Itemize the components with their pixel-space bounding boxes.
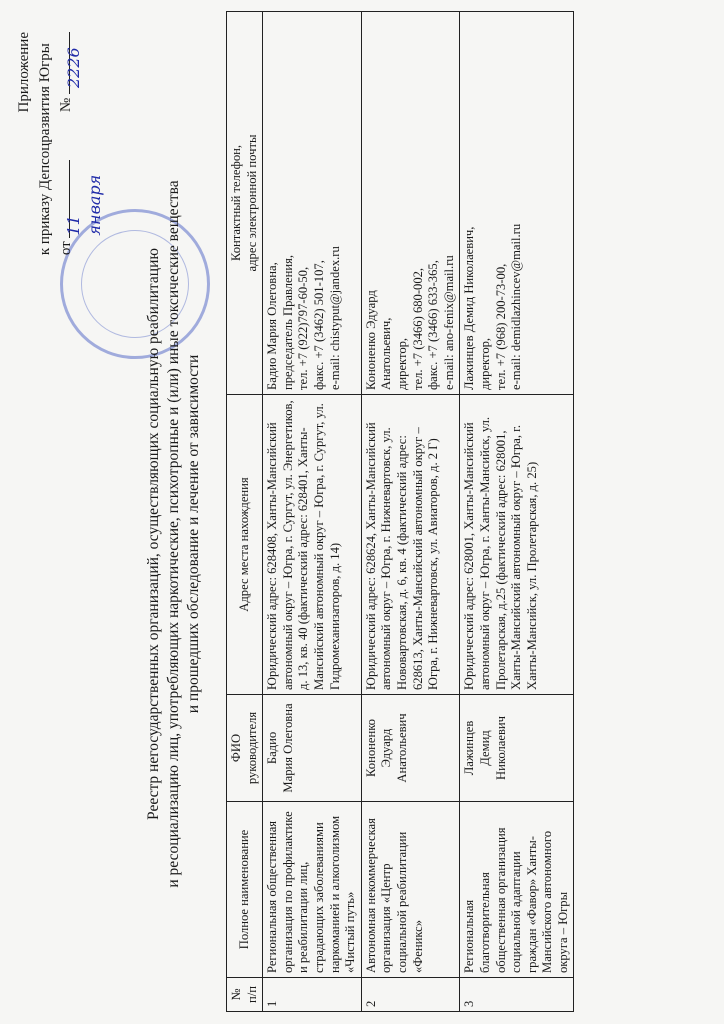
title-line: Реестр негосударственных организаций, осуществляющих социальную реабилитацию bbox=[145, 248, 162, 820]
document-title bbox=[144, 154, 204, 914]
number-underline bbox=[64, 32, 83, 94]
handwritten-date: 11 января bbox=[64, 174, 104, 236]
appendix-block bbox=[14, 32, 104, 256]
org-address: Юридический адрес: 628624, Ханты-Мансийский автономный округ – Югра, г. Нижневартовск, ул. Нововартовская, д. 6, кв. 4 (фактический адрес: 628613, Ханты-Мансийский автономный округ – Югра, г. Нижневартовск, ул. Авиаторов, д. 2 Г) bbox=[361, 395, 460, 695]
row-number: 1 bbox=[263, 978, 362, 1012]
title-line: и ресоциализацию лиц, употребляющих наркотические, психотропные и (или) иные токсические вещества bbox=[165, 180, 182, 888]
from-label: от bbox=[58, 241, 74, 256]
org-contact: Лажинцев Демид Николаевич, директор, тел. +7 (968) 200-73-00, e-mail: demidlazhincev@mail.ru bbox=[460, 12, 574, 395]
handwritten-number: 2226 bbox=[64, 47, 83, 88]
table-row bbox=[361, 12, 460, 1012]
org-name: Автономная некоммерческая организация «Центр социальной реабилитации «Феникс» bbox=[361, 802, 460, 978]
org-name: Региональная благотворительная общественная организация социальной адаптации граждан «Фавор» Ханты-Мансийского автономного округа – Югры bbox=[460, 802, 574, 978]
header-number: № п/п bbox=[227, 978, 263, 1012]
appendix-order-line: к приказу Депсоцразвития Югры bbox=[37, 43, 53, 256]
title-line: и прошедших обследование и лечение от зависимости bbox=[185, 354, 202, 714]
date-underline bbox=[64, 160, 104, 238]
table-row bbox=[460, 12, 574, 1012]
table-header-row bbox=[227, 12, 263, 1012]
header-name: Полное наименование bbox=[227, 802, 263, 978]
org-head: Лажинцев Демид Николаевич bbox=[460, 695, 574, 802]
registry-table bbox=[226, 11, 574, 1012]
row-number: 3 bbox=[460, 978, 574, 1012]
org-head: Бадио Мария Олеговна bbox=[263, 695, 362, 802]
table-row bbox=[263, 12, 362, 1012]
org-head: Кононенко Эдуард Анатольевич bbox=[361, 695, 460, 802]
appendix-label: Приложение bbox=[16, 32, 32, 113]
org-contact: Бадио Мария Олеговна, председатель Правления, тел. +7 (922)797-60-50, факс. +7 (3462) 501-107, e-mail: chistyput@jandex.ru bbox=[263, 12, 362, 395]
header-head: ФИО руководителя bbox=[227, 695, 263, 802]
header-address: Адрес места нахождения bbox=[227, 395, 263, 695]
org-address: Юридический адрес: 628408, Ханты-Мансийский автономный округ – Югра, г. Сургут, ул. Энергетиков, д. 13, кв. 40 (фактический адрес: 628401, Ханты-Мансийский автономный округ – Югра, г. Сургут, ул. Гидромеханизаторов, д. 14) bbox=[263, 395, 362, 695]
number-label: № bbox=[58, 97, 74, 113]
org-address: Юридический адрес: 628001, Ханты-Мансийский автономный округ – Югра, г. Ханты-Мансийск, ул. Пролетарская, д.25 (фактический адрес: 628001, Ханты-Мансийский автономный округ – Югра, г. Ханты-Мансийск, ул. Пролетарская, д. 25) bbox=[460, 395, 574, 695]
row-number: 2 bbox=[361, 978, 460, 1012]
org-contact: Кононенко Эдуард Анатольевич, директор, тел. +7 (3466) 680-002, факс. +7 (3466) 633-365, e-mail: ano-fenix@mail.ru bbox=[361, 12, 460, 395]
appendix-date-line bbox=[56, 32, 104, 256]
header-contact: Контактный телефон, адрес электронной почты bbox=[227, 12, 263, 395]
org-name: Региональная общественная организация по профилактике и реабилитации лиц, страдающих заболеваниями наркоманией и алкоголизмом «Чистый путь» bbox=[263, 802, 362, 978]
